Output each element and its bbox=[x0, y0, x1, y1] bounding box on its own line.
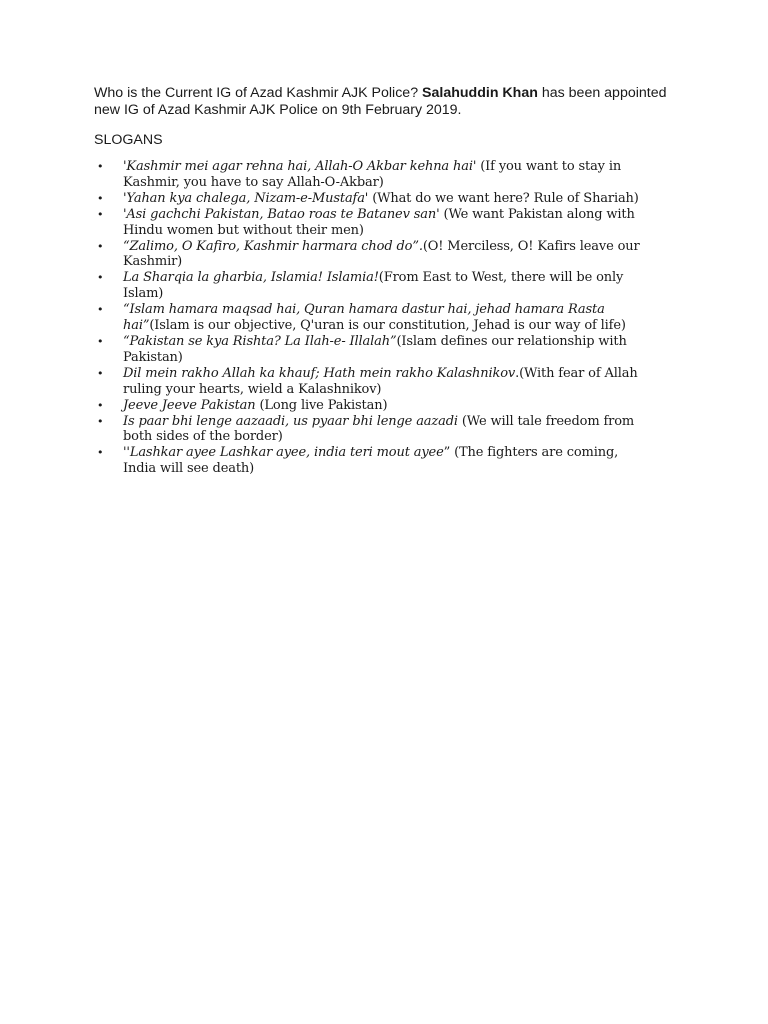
slogan-translation: (Long live Pakistan) bbox=[255, 397, 388, 413]
slogan-translation: (Islam is our objective, Q'uran is our constitution, Jehad is our way of life) bbox=[149, 318, 626, 334]
slogan-translation: (What do we want here? Rule of Shariah) bbox=[368, 190, 639, 206]
slogan-text: La Sharqia la gharbia, Islamia! Islamia! bbox=[123, 270, 379, 286]
slogan-translation: (We want Pakistan along with Hindu women but without their men) bbox=[123, 206, 635, 238]
slogan-text: Dil mein rakho Allah ka khauf; Hath mein rakho Kalashnikov bbox=[123, 365, 516, 381]
document-page bbox=[94, 85, 684, 477]
list-item bbox=[94, 414, 643, 446]
bullet-icon: • bbox=[97, 191, 104, 205]
slogans-list bbox=[94, 159, 684, 477]
slogan-text: “Islam hamara maqsad hai, Quran hamara dastur hai, jehad hamara Rasta hai” bbox=[123, 302, 605, 334]
ig-name: Salahuddin Khan bbox=[422, 85, 538, 101]
bullet-icon: • bbox=[97, 414, 104, 428]
bullet-icon: • bbox=[97, 366, 104, 380]
slogan-text: “Pakistan se kya Rishta? La Ilah-e- Illalah” bbox=[123, 333, 397, 349]
slogan-translation: (Islam defines our relationship with Pakistan) bbox=[123, 333, 627, 365]
list-item bbox=[94, 159, 643, 191]
list-item bbox=[94, 191, 643, 207]
slogan-text: ''Lashkar ayee Lashkar ayee, india teri mout ayee bbox=[123, 445, 444, 461]
list-item bbox=[94, 334, 643, 366]
bullet-icon: • bbox=[97, 271, 104, 285]
slogan-translation: (O! Merciless, O! Kafirs leave our Kashmir) bbox=[123, 238, 640, 270]
slogan-text: 'Asi gachchi Pakistan, Batao roas te Batanev san' bbox=[123, 206, 440, 222]
bullet-icon: • bbox=[97, 446, 104, 460]
slogan-text: 'Kashmir mei agar rehna hai, Allah-O Akbar kehna hai' bbox=[123, 159, 477, 174]
slogan-text: 'Yahan kya chalega, Nizam-e-Mustafa' bbox=[123, 190, 369, 206]
list-item bbox=[94, 398, 643, 414]
slogan-text: Is paar bhi lenge aazaadi, us pyaar bhi lenge aazadi bbox=[123, 413, 458, 429]
bullet-icon: • bbox=[97, 303, 104, 317]
slogan-translation: (We will tale freedom from both sides of the border) bbox=[123, 413, 635, 445]
list-item bbox=[94, 445, 643, 477]
slogan-translation: (From East to West, there will be only Islam) bbox=[123, 270, 624, 302]
slogan-translation: .(With fear of Allah ruling your hearts, wield a Kalashnikov) bbox=[123, 365, 638, 397]
list-item bbox=[94, 270, 643, 302]
slogan-text: Jeeve Jeeve Pakistan bbox=[123, 397, 256, 413]
slogan-translation: (If you want to stay in Kashmir, you have to say Allah-O-Akbar) bbox=[123, 159, 622, 190]
bullet-icon: • bbox=[97, 334, 104, 348]
bullet-icon: • bbox=[97, 160, 104, 173]
list-item bbox=[94, 207, 643, 239]
bullet-icon: • bbox=[97, 207, 104, 221]
slogans-heading: SLOGANS bbox=[94, 132, 163, 148]
bullet-icon: • bbox=[97, 239, 104, 253]
intro-text-before: Who is the Current IG of Azad Kashmir AJK Police? bbox=[94, 85, 423, 101]
list-item bbox=[94, 366, 643, 398]
list-item bbox=[94, 302, 643, 334]
slogan-text: “Zalimo, O Kafiro, Kashmir harmara chod do”. bbox=[123, 238, 423, 254]
bullet-icon: • bbox=[97, 398, 104, 412]
slogan-translation: ” (The fighters are coming, India will see death) bbox=[123, 445, 619, 477]
list-item bbox=[94, 239, 643, 271]
intro-text-after: has been appointed new IG of Azad Kashmir AJK Police on 9th February 2019. bbox=[94, 85, 667, 118]
intro-paragraph bbox=[94, 85, 684, 119]
